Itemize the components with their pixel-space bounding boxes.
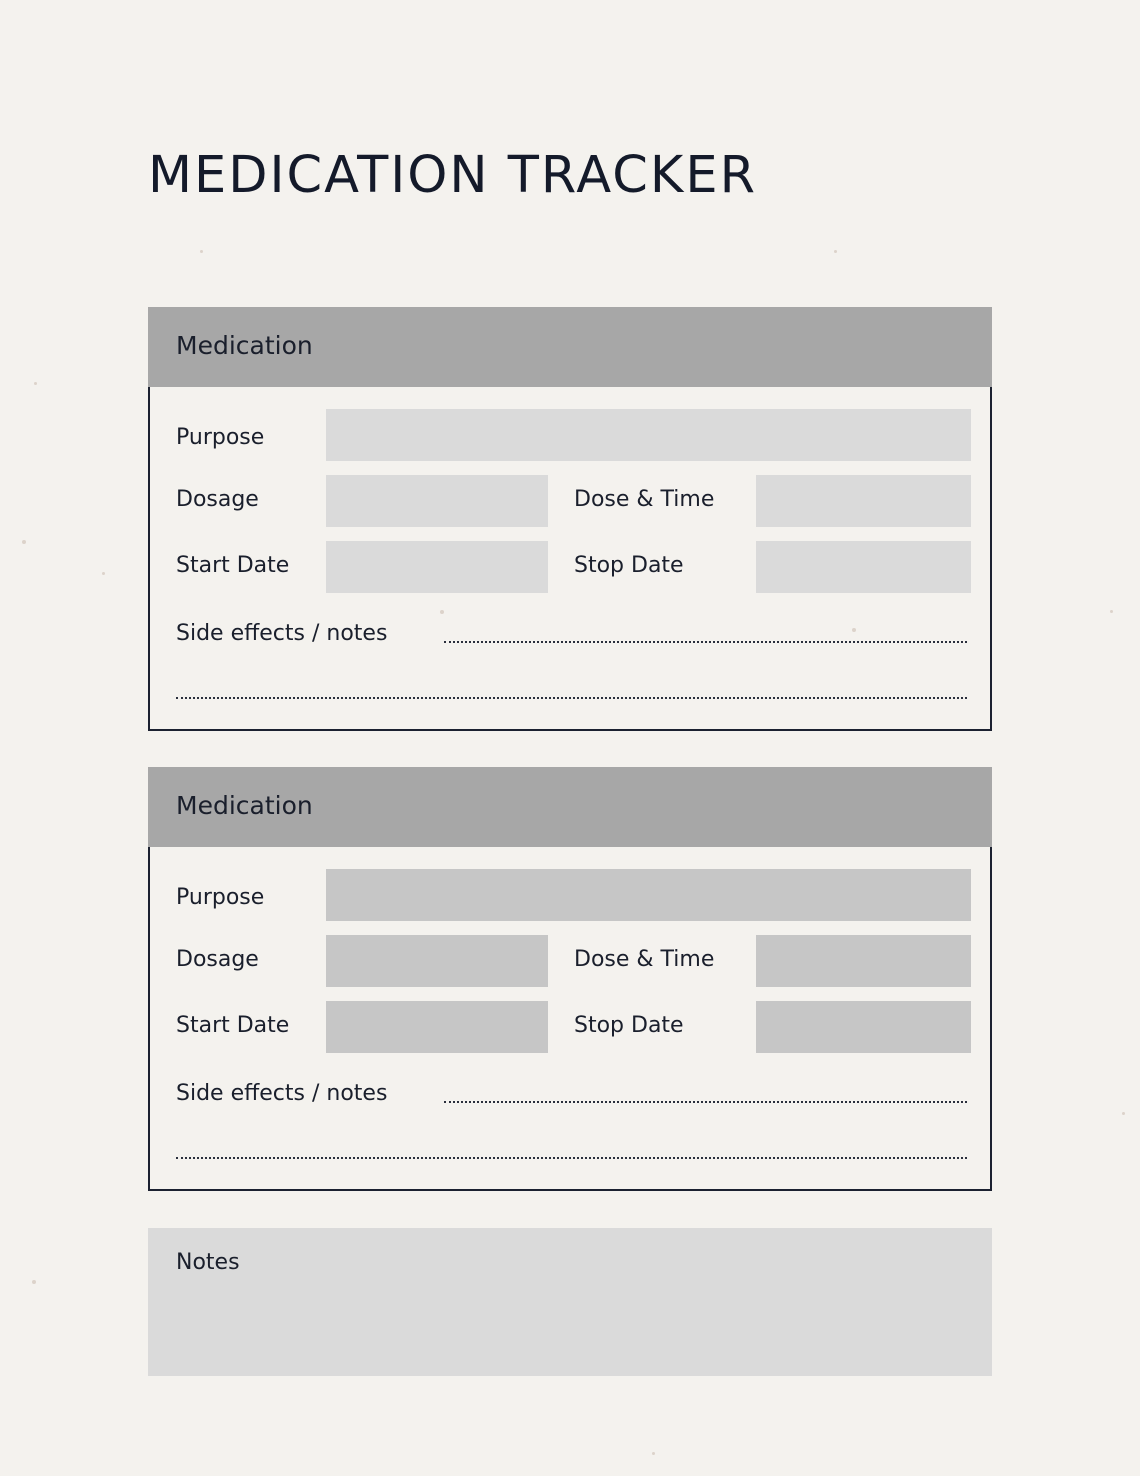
medication-card-1 bbox=[148, 307, 992, 731]
side-effects-label: Side effects / notes bbox=[176, 1081, 388, 1106]
speckle bbox=[200, 250, 203, 253]
speckle bbox=[32, 1280, 36, 1284]
medication-header bbox=[148, 307, 992, 387]
medication-card-2 bbox=[148, 767, 992, 1191]
purpose-label: Purpose bbox=[176, 885, 265, 910]
start-date-label: Start Date bbox=[176, 553, 290, 578]
side-effects-label: Side effects / notes bbox=[176, 621, 388, 646]
stop-date-field[interactable] bbox=[756, 541, 971, 593]
start-date-field[interactable] bbox=[326, 541, 548, 593]
medication-header bbox=[148, 767, 992, 847]
dose-time-label: Dose & Time bbox=[574, 947, 715, 972]
dose-time-field[interactable] bbox=[756, 475, 971, 527]
dosage-label: Dosage bbox=[176, 947, 259, 972]
side-effects-line-2[interactable] bbox=[176, 697, 967, 699]
dose-time-field[interactable] bbox=[756, 935, 971, 987]
dosage-label: Dosage bbox=[176, 487, 259, 512]
speckle bbox=[834, 250, 837, 253]
dose-time-label: Dose & Time bbox=[574, 487, 715, 512]
speckle bbox=[652, 1452, 655, 1455]
start-date-label: Start Date bbox=[176, 1013, 290, 1038]
start-date-field[interactable] bbox=[326, 1001, 548, 1053]
speckle bbox=[1122, 1112, 1125, 1115]
dosage-field[interactable] bbox=[326, 935, 548, 987]
speckle bbox=[34, 382, 37, 385]
stop-date-label: Stop Date bbox=[574, 1013, 684, 1038]
speckle bbox=[22, 540, 26, 544]
purpose-field[interactable] bbox=[326, 869, 971, 921]
purpose-label: Purpose bbox=[176, 425, 265, 450]
medication-header-label: Medication bbox=[176, 331, 313, 360]
side-effects-line-2[interactable] bbox=[176, 1157, 967, 1159]
medication-header-label: Medication bbox=[176, 791, 313, 820]
stop-date-label: Stop Date bbox=[574, 553, 684, 578]
purpose-field[interactable] bbox=[326, 409, 971, 461]
notes-label: Notes bbox=[176, 1250, 240, 1275]
side-effects-line-1[interactable] bbox=[444, 1101, 967, 1103]
side-effects-line-1[interactable] bbox=[444, 641, 967, 643]
stop-date-field[interactable] bbox=[756, 1001, 971, 1053]
speckle bbox=[1110, 610, 1113, 613]
dosage-field[interactable] bbox=[326, 475, 548, 527]
speckle bbox=[102, 572, 105, 575]
notes-box[interactable] bbox=[148, 1228, 992, 1376]
page-title: MEDICATION TRACKER bbox=[148, 146, 758, 205]
